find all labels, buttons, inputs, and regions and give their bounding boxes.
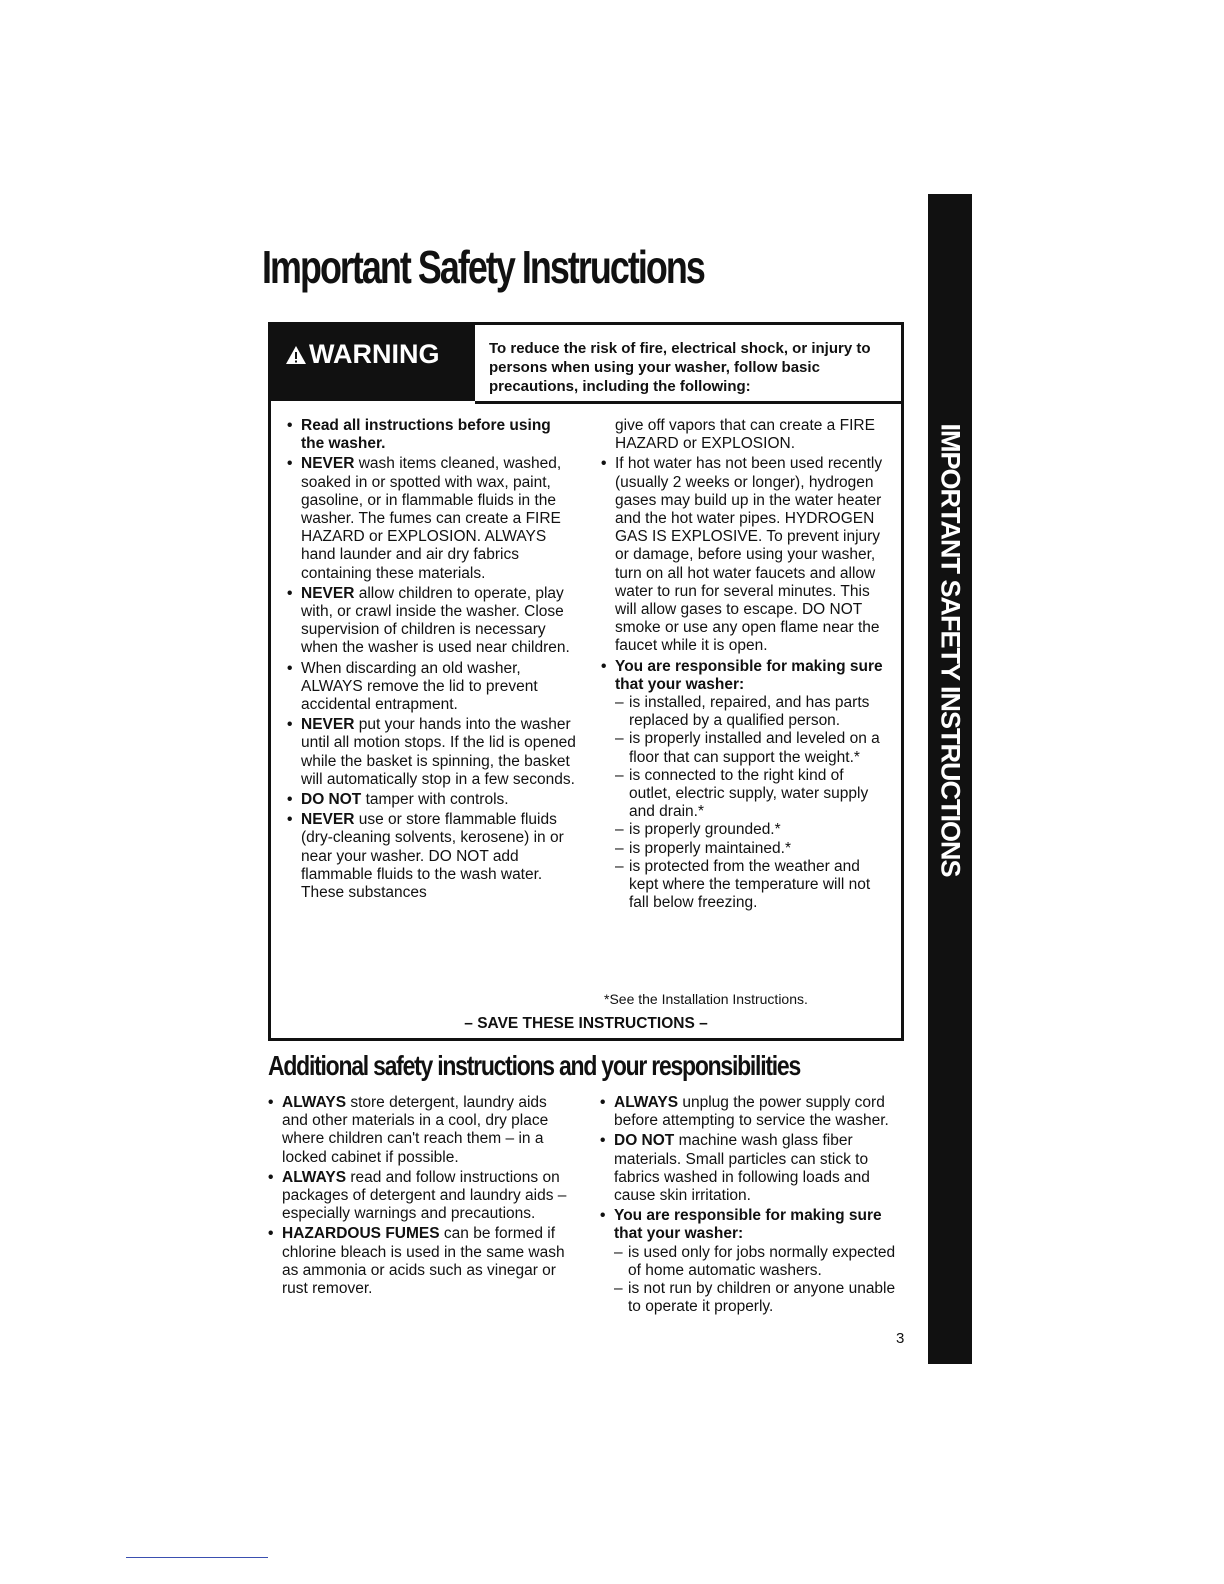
list-item: • When discarding an old washer, ALWAYS remove the lid to prevent accidental entrapment. xyxy=(287,660,577,715)
box-left-list xyxy=(287,417,577,904)
responsibility-list xyxy=(614,1244,905,1317)
page-title: Important Safety Instructions xyxy=(262,241,704,293)
list-item: • DO NOT tamper with controls. xyxy=(287,791,577,809)
list-item: • NEVER put your hands into the washer until all motion stops. If the lid is opened while the basket is spinning, the basket will automatically stop in a few seconds. xyxy=(287,716,577,789)
list-item: • HAZARDOUS FUMES can be formed if chlorine bleach is used in the same wash as ammonia or acids such as vinegar or rust remover. xyxy=(268,1225,572,1298)
dash-item: – is protected from the weather and kept where the temperature will not fall below freezing. xyxy=(615,858,886,913)
list-item: • Read all instructions before using the washer. xyxy=(287,417,577,453)
dash-item: – is properly grounded.* xyxy=(615,821,886,839)
list-item: • ALWAYS store detergent, laundry aids and other materials in a cool, dry place where children can't reach them – in a locked cabinet if possible. xyxy=(268,1094,572,1167)
responsibility-list xyxy=(615,694,886,912)
side-tab-label: IMPORTANT SAFETY INSTRUCTIONS xyxy=(935,423,966,877)
dash-item: – is not run by children or anyone unable to operate it properly. xyxy=(614,1280,905,1316)
additional-right-list xyxy=(600,1094,905,1318)
footnote: *See the Installation Instructions. xyxy=(604,991,808,1007)
side-tab xyxy=(928,194,972,1364)
dash-item: – is used only for jobs normally expected of home automatic washers. xyxy=(614,1244,905,1280)
dash-item: – is properly maintained.* xyxy=(615,840,886,858)
list-item: • DO NOT machine wash glass fiber materials. Small particles can stick to fabrics washed in following loads and cause skin irritation. xyxy=(600,1132,905,1205)
list-item: • NEVER allow children to operate, play with, or crawl inside the washer. Close supervision of children is necessary when the washer is used near children. xyxy=(287,585,577,658)
list-item: • NEVER use or store flammable fluids (dry-cleaning solvents, kerosene) in or near your washer. DO NOT add flammable fluids to the wash water. These substances xyxy=(287,811,577,902)
warning-divider xyxy=(475,401,901,404)
box-right-list xyxy=(601,417,886,914)
page-number: 3 xyxy=(896,1330,905,1347)
dash-item: – is properly installed and leveled on a floor that can support the weight.* xyxy=(615,730,886,766)
list-item: • ALWAYS unplug the power supply cord before attempting to service the washer. xyxy=(600,1094,905,1130)
warning-label-text: WARNING xyxy=(309,339,440,369)
warning-text: To reduce the risk of fire, electrical shock, or injury to persons when using your washer, follow basic precautions, including the following: xyxy=(489,340,871,395)
list-item: • You are responsible for making sure that your washer: – is used only for jobs normally expected of home automatic washers. – is not run by children or anyone unable to operate it properly. xyxy=(600,1207,905,1316)
footer-rule xyxy=(126,1557,268,1558)
list-item: • If hot water has not been used recently (usually 2 weeks or longer), hydrogen gases may build up in the water heater and the hot water pipes. HYDROGEN GAS IS EXPLOSIVE. To prevent injury or damage, before using your washer, turn on all hot water faucets and allow water to run for several minutes. This will allow gases to escape. DO NOT smoke or use any open flame near the faucet while it is open. xyxy=(601,455,886,655)
list-item: give off vapors that can create a FIRE HAZARD or EXPLOSION. xyxy=(615,417,875,453)
dash-item: – is connected to the right kind of outlet, electric supply, water supply and drain.* xyxy=(615,767,886,822)
warning-box xyxy=(268,322,904,1041)
save-instructions: – SAVE THESE INSTRUCTIONS – xyxy=(464,1015,708,1032)
section-heading: Additional safety instructions and your responsibilities xyxy=(268,1050,801,1081)
dash-item: – is installed, repaired, and has parts replaced by a qualified person. xyxy=(615,694,886,730)
list-item: • NEVER wash items cleaned, washed, soaked in or spotted with wax, paint, gasoline, or in flammable fluids in the washer. The fumes can create a FIRE HAZARD or EXPLOSION. ALWAYS hand launder and air dry fabrics containing these materials. xyxy=(287,455,577,582)
additional-left-list xyxy=(268,1094,572,1300)
warning-label xyxy=(271,325,475,401)
list-item: • You are responsible for making sure that your washer: – is installed, repaired, and has parts replaced by a qualified person. – is properly installed and leveled on a floor that can support the weight.* – is connected to the right kind of outlet, electric supply, water supply and drain.* – is properly grounded.* – is properly maintained.* – is protected from the weather and kept where the temperature will not fall below freezing. xyxy=(601,658,886,913)
list-item: • ALWAYS read and follow instructions on packages of detergent and laundry aids – especially warnings and precautions. xyxy=(268,1169,572,1224)
warning-triangle-icon xyxy=(285,344,307,366)
